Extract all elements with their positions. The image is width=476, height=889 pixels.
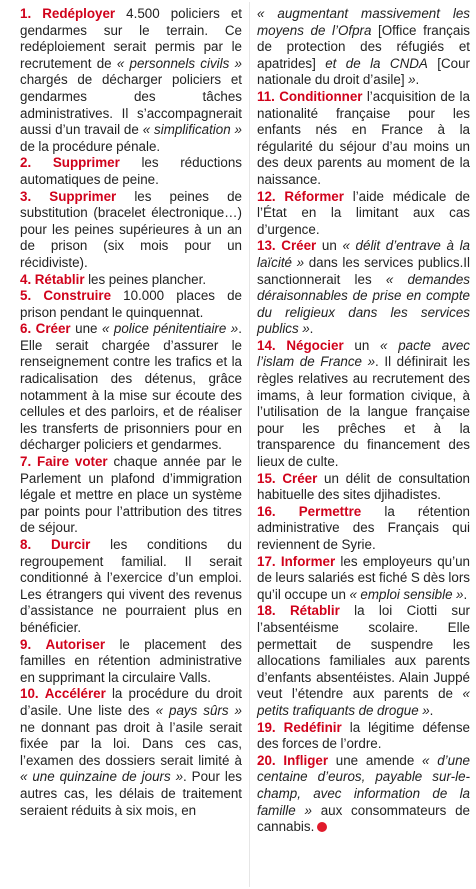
measure-verb: Conditionner — [279, 88, 363, 104]
measure-text: . Il définirait les règles relatives au recrutement des imams, à leur formation civique, à l’utilisation de la langue française pour les prêches et à la transparence du financement des lieux de culte. — [257, 354, 470, 470]
end-of-article-dot-icon — [317, 822, 327, 832]
quoted-text: « police pénitentiaire » — [101, 321, 239, 337]
measure-item — [20, 272, 242, 289]
measure-item — [257, 603, 470, 719]
measure-text: l’aide médicale de l’État en la limitant aux cas d’urgence. — [257, 188, 471, 237]
measure-text: un — [343, 337, 381, 353]
measure-text: . — [463, 586, 468, 602]
measure-item — [257, 753, 470, 836]
measure-item — [20, 537, 242, 637]
measure-text: de la procédure pénale. — [20, 138, 161, 154]
left-column — [20, 6, 242, 819]
measure-verb: Durcir — [50, 537, 91, 552]
measure-verb: Faire voter — [37, 454, 108, 470]
measure-text: la loi Ciotti sur l’absentéisme scolaire. Elle permettait de suspendre les allocations familiales aux parents d’enfants absentéistes. Alain Juppé veut l’étendre aux parents de — [257, 603, 470, 702]
quoted-text: « pacte avec l’islam de France » — [257, 337, 471, 370]
measure-verb: Créer — [35, 321, 71, 337]
measure-text: la rétention administrative des Français qui reviennent de Syrie. — [257, 503, 470, 552]
measure-verb: Négocier — [286, 337, 344, 353]
measure-verb: Autoriser — [45, 636, 106, 652]
measure-verb: Infliger — [283, 752, 329, 768]
quoted-text: « une quinzaine de jours » — [20, 769, 184, 785]
measure-verb: Informer — [280, 553, 336, 569]
measure-verb: Créer — [281, 238, 317, 254]
quoted-text: « délit d’entrave à la laïcité » — [257, 238, 470, 270]
measure-item — [20, 288, 242, 321]
measure-verb: Supprimer — [52, 155, 120, 171]
measure-verb: Créer — [282, 470, 318, 486]
measure-number: 12. — [257, 188, 276, 204]
measure-number: 20. — [257, 752, 276, 768]
measure-text: aux consommateurs de cannabis. — [257, 802, 470, 835]
measure-verb: Rétablir — [289, 603, 340, 619]
measure-number: 18. — [257, 603, 276, 619]
measure-number: 6. — [20, 321, 32, 337]
measure-item — [257, 554, 470, 604]
measure-text: chaque année par le Parlement un plafond d’immigration légale et mettre en place un système par points pour l’attribution des titres de séjour. — [20, 454, 242, 536]
measure-text: la procédure du droit d’asile. Une liste des — [20, 686, 242, 718]
measure-text: chargés de décharger policiers et gendarmes des tâches administratives. Il s’accompagnerait aussi d’un travail de — [20, 72, 242, 138]
measure-number: 14. — [257, 337, 276, 353]
measure-item — [257, 504, 470, 554]
measure-text: . — [309, 321, 314, 337]
quoted-text: « emploi sensible » — [349, 586, 464, 602]
measure-text: les peines plancher. — [84, 271, 207, 287]
quoted-text: et de la CNDA — [325, 55, 428, 71]
measure-number: 8. — [20, 537, 32, 552]
measure-text: l’acquisition de la nationalité française pour les enfants nés en France à la régularité du séjour d’au moins un des deux parents au moment de la naissance. — [257, 88, 470, 187]
measure-text: un — [316, 238, 343, 254]
quoted-text: « petits trafiquants de drogue » — [257, 686, 470, 718]
measure-number: 3. — [20, 188, 32, 204]
measure-item — [257, 471, 470, 504]
measure-text: . Elle serait chargée d’assurer le renseignement contre les trafics et la radicalisation des détenus, grâce notamment à la mise sur écoute des cellules et des parloirs, et de réaliser les transferts de prisonniers pour en décharger policiers et gendarmes. — [20, 321, 242, 453]
measure-item — [20, 454, 242, 537]
measure-number: 16. — [257, 503, 276, 519]
measure-verb: Accélérer — [44, 686, 106, 702]
measure-text: les conditions du regroupement familial. Il serait conditionné à l’exercice d’un emploi. Les étrangers qui vivent des revenus d’assistance ne pourraient plus en bénéficier. — [20, 537, 242, 635]
measure-number: 17. — [257, 553, 276, 569]
measure-number: 1. — [20, 6, 32, 21]
column-divider — [249, 2, 250, 887]
measure-number: 15. — [257, 470, 276, 486]
measure-number: 7. — [20, 454, 32, 470]
measure-number: 9. — [20, 636, 32, 652]
measure-text: ne donnant pas droit à l’asile serait fixée par la loi. Dans ces cas, l’examen des dossiers serait limité à — [20, 719, 242, 768]
measure-verb: Permettre — [298, 503, 362, 519]
measure-item — [257, 189, 470, 239]
measure-item — [20, 637, 242, 687]
measure-continuation — [257, 6, 470, 89]
measure-verb: Redéfinir — [283, 719, 342, 735]
measure-text: une amende — [328, 752, 423, 768]
quoted-text: « simplification » — [142, 122, 242, 138]
measure-item — [20, 189, 242, 272]
measure-text: les peines de substitution (bracelet électronique…) pour les peines supérieures à un an de prison (six mois pour un récidiviste). — [20, 188, 242, 270]
measure-item — [20, 321, 242, 454]
quoted-text: « d’une centaine d’euros, payable sur-le-champ, avec information de la famille » — [257, 752, 470, 818]
measure-text: 10.000 places de prison pendant le quinquennat. — [20, 288, 242, 320]
measure-number: 2. — [20, 155, 32, 171]
quoted-text: « personnels civils » — [116, 55, 242, 71]
measure-text: la légitime défense des forces de l’ordre. — [257, 719, 470, 752]
measure-item — [20, 6, 242, 155]
measure-number: 10. — [20, 686, 39, 702]
measure-item — [257, 338, 470, 471]
measure-text: . Pour les autres cas, les délais de traitement seraient réduits à six mois, en — [20, 769, 242, 818]
measure-number: 19. — [257, 719, 276, 735]
measure-verb: Rétablir — [34, 271, 85, 287]
measure-item — [257, 89, 470, 189]
measure-text: . — [415, 72, 420, 88]
measure-verb: Supprimer — [49, 188, 117, 204]
measure-text: [Cour nationale du droit d’asile] — [257, 55, 471, 88]
measure-text: les employeurs qu’un de leurs salariés est fiché S dès lors qu’il occupe un — [257, 553, 470, 602]
measure-text: un délit de consultation habituelle des sites djihadistes. — [257, 470, 470, 503]
measure-text: 4.500 policiers et gendarmes sur le terrain. Ce redéploiement serait permis par le recrutement de — [20, 6, 242, 71]
measure-item — [257, 238, 470, 338]
measure-item — [20, 155, 242, 188]
measure-item — [257, 720, 470, 753]
measure-number: 4. — [20, 271, 32, 287]
measure-text: une — [70, 321, 102, 337]
measure-text: [Office français de protection des réfugiés et apatrides] — [257, 22, 470, 71]
quoted-text: » — [408, 72, 416, 88]
measure-verb: Construire — [43, 288, 112, 304]
quoted-text: « pays sûrs » — [155, 702, 242, 718]
measure-verb: Redéployer — [42, 6, 116, 21]
measure-text: le placement des familles en rétention administrative en supprimant la circulaire Valls. — [20, 636, 242, 685]
measure-number: 13. — [257, 238, 276, 254]
measure-text: . — [429, 702, 434, 718]
measure-text: les réductions automatiques de peine. — [20, 155, 242, 187]
quoted-text: « demandes déraisonnables de prise en compte du religieux dans les services publics » — [257, 271, 470, 337]
measure-number: 11. — [257, 88, 275, 104]
right-column — [257, 6, 470, 836]
measure-text: dans les services publics.Il sanctionnerait les — [257, 254, 470, 287]
measure-number: 5. — [20, 288, 32, 304]
measure-item — [20, 686, 242, 819]
measure-verb: Réformer — [284, 188, 344, 204]
quoted-text: « augmentant massivement les moyens de l’Ofpra — [257, 6, 470, 38]
